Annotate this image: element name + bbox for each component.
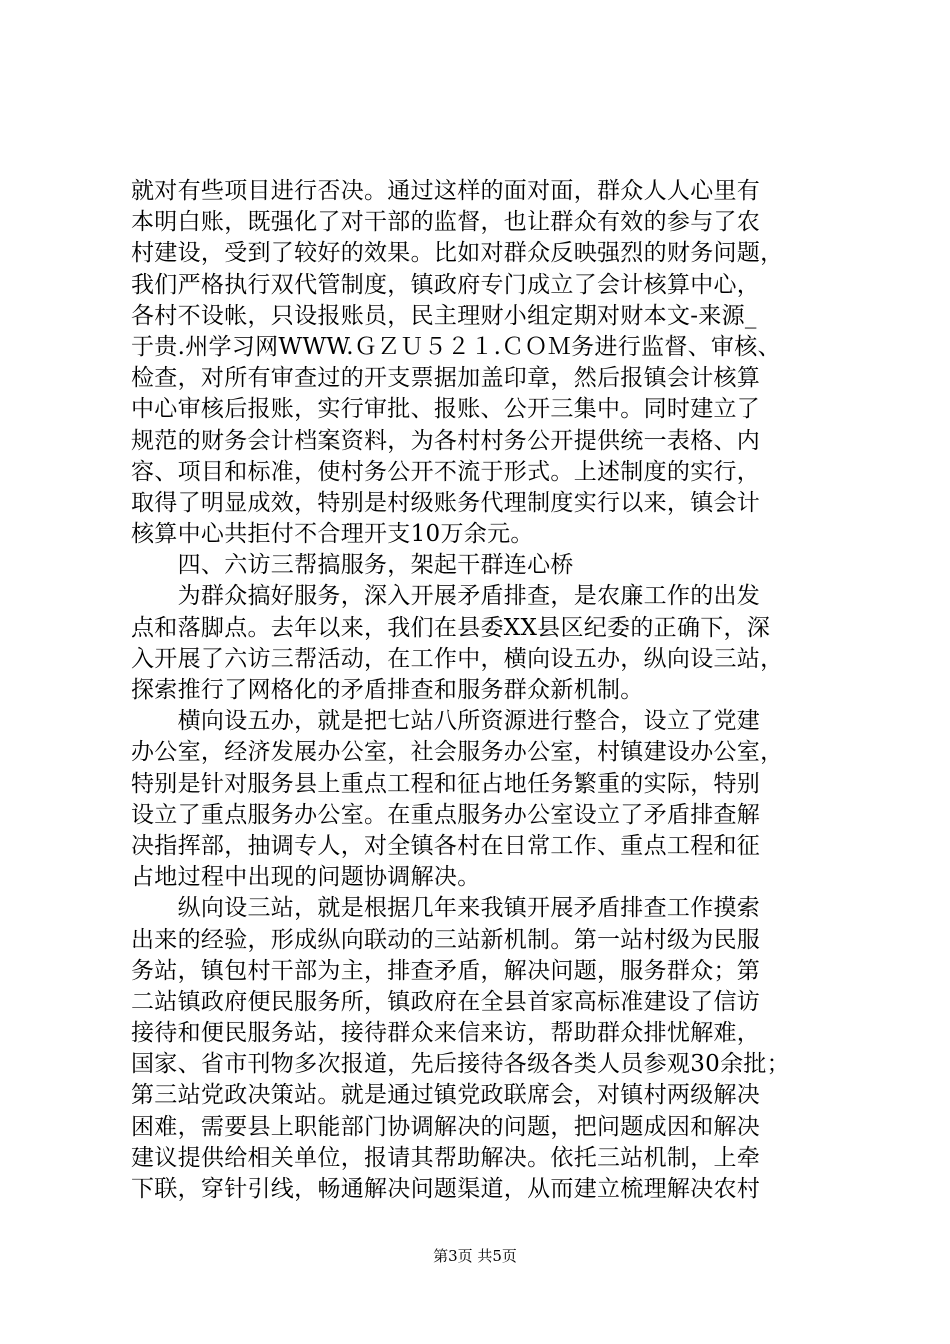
text-line: 为群众搞好服务，深入开展矛盾排查，是农廉工作的出发 [131,583,761,610]
text-line: 出来的经验，形成纵向联动的三站新机制。第一站村级为民服 [131,926,761,953]
text-line: 中心审核后报账，实行审批、报账、公开三集中。同时建立了 [131,396,761,423]
text-line: 点和落脚点。去年以来，我们在县委XX县区纪委的正确下，深 [131,614,771,641]
text-line: 村建设，受到了较好的效果。比如对群众反映强烈的财务问题， [131,240,784,267]
text-line: 困难，需要县上职能部门协调解决的问题，把问题成因和解决 [131,1113,761,1140]
text-line: 规范的财务会计档案资料，为各村村务公开提供统一表格、内 [131,427,761,454]
text-line: 各村不设帐，只设报账员，民主理财小组定期对财本文-来源_ [131,302,757,329]
text-line: 入开展了六访三帮活动，在工作中，横向设五办，纵向设三站， [131,645,784,672]
text-line: 特别是针对服务县上重点工程和征占地任务繁重的实际，特别 [131,770,761,797]
body-text [131,176,831,1205]
text-line: 四、六访三帮搞服务，架起干群连心桥 [131,552,574,579]
text-line: 务站，镇包村干部为主，排查矛盾，解决问题，服务群众；第 [131,957,761,984]
text-line: 接待和便民服务站，接待群众来信来访，帮助群众排忧解难， [131,1020,761,1047]
page-footer: 第3页 共5页 [433,1247,517,1265]
text-line: 第三站党政决策站。就是通过镇党政联席会，对镇村两级解决 [131,1082,761,1109]
text-line: 探索推行了网格化的矛盾排查和服务群众新机制。 [131,677,644,703]
text-line: 容、项目和标准，使村务公开不流于形式。上述制度的实行， [131,458,761,485]
text-line: 设立了重点服务办公室。在重点服务办公室设立了矛盾排查解 [131,801,761,828]
text-line: 二站镇政府便民服务所，镇政府在全县首家高标准建设了信访 [131,988,761,1015]
text-line: 本明白账，既强化了对干部的监督，也让群众有效的参与了农 [131,209,761,236]
text-line: 纵向设三站，就是根据几年来我镇开展矛盾排查工作摸索 [131,895,761,922]
text-line: 我们严格执行双代管制度，镇政府专门成立了会计核算中心， [131,271,761,298]
text-line: 建议提供给相关单位，报请其帮助解决。依托三站机制，上牵 [131,1144,761,1171]
text-line: 取得了明显成效，特别是村级账务代理制度实行以来，镇会计 [131,489,761,516]
text-line: 占地过程中出现的问题协调解决。 [131,864,481,891]
text-line: 办公室，经济发展办公室，社会服务办公室，村镇建设办公室， [131,739,784,766]
text-line: 决指挥部，抽调专人，对全镇各村在日常工作、重点工程和征 [131,832,761,859]
text-line: 下联，穿针引线，畅通解决问题渠道，从而建立梳理解决农村 [131,1176,761,1202]
text-line: 横向设五办，就是把七站八所资源进行整合，设立了党建 [131,708,761,735]
text-line: 国家、省市刊物多次报道，先后接待各级各类人员参观30余批； [131,1051,790,1078]
text-line: 检查，对所有审查过的开支票据加盖印章，然后报镇会计核算 [131,365,761,392]
text-line: 就对有些项目进行否决。通过这样的面对面，群众人人心里有 [131,178,761,204]
text-line: 核算中心共拒付不合理开支10万余元。 [131,521,534,548]
text-line: 于贵.州学习网WWW.ＧＺＵ５２１.ＣＯＭ务进行监督、审核、 [131,333,781,360]
